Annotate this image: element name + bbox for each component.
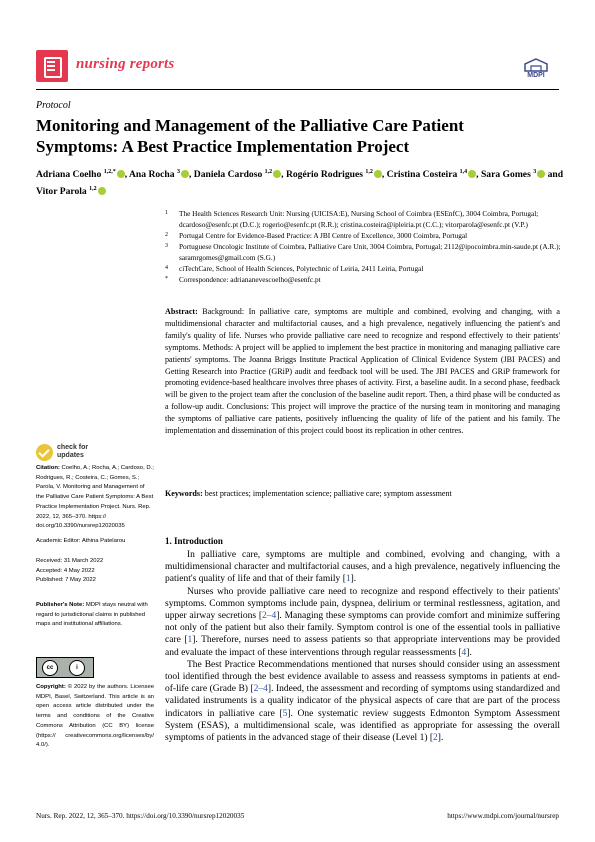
abstract-text: Background: In palliative care, symptoms are multiple and combined, evolving and changing, with a multidimensional character and multifactorial causes, and a high prevalence, negatively influencing the patient's and family's quality of life. Nurses who provide palliative care need to recognize and respond effectively to their patients' symptoms. Methods: A project will be applied to implement the best practice in monitoring and managing palliative care patients' symptoms. The Joanna Briggs Institute Practical Application of Clinical Evidence System (JBI PACES) and Getting Research into Practice (GRiP) audit and feedback tool will be used. The JBI PACES and GRiP framework for promoting evidence-based healthcare involves three phases of activity. First, a baseline audit. In a second phase, feedback will be given to the project team after the conclusion of the baseline audit report. Then, a third phase will be conducted as a follow-up audit. Conclusions: This project will improve the practice of the nursing team in monitoring and managing the symptoms of palliative care patients, positively influencing the quality of life of the patient and his family. The implementation and dissemination of this project could boost its replication in other centres. bbox=[165, 307, 560, 436]
author-affiliation-sup: 1,4 bbox=[459, 169, 468, 175]
footer-citation[interactable]: Nurs. Rep. 2022, 12, 365–370. https://doi.org/10.3390/nursrep12020035 bbox=[36, 812, 245, 820]
reference-link[interactable]: 1 bbox=[187, 635, 193, 646]
citation-text: Coelho, A.; Rocha, A.; Cardoso, D.; Rodrigues, R.; Costeira, C.; Gomes, S.; Parola, V. Monitoring and Management of the Palliative Care Patient Symptoms: A Best Practice Implementation Project. Nurs. Rep. 2022, 12, 365–370. https:// doi.org/10.3390/nursrep12020035 bbox=[36, 465, 154, 530]
introduction-body bbox=[165, 549, 560, 744]
publisher-note-label: Publisher's Note: bbox=[36, 602, 85, 608]
keywords-text: best practices; implementation science; palliative care; symptom assessment bbox=[204, 489, 452, 498]
author bbox=[387, 169, 477, 180]
orcid-icon[interactable] bbox=[374, 170, 382, 178]
reference-link[interactable]: 2–4 bbox=[253, 684, 268, 695]
affiliation-text: Portuguese Oncologic Institute of Coimbra, Palliative Care Unit, 3004 Coimbra, Portugal; 2112@ipocoimbra.min-saude.pt (A.R.); saramrgomes@gmail.com (S.G.) bbox=[179, 242, 561, 262]
copyright-label: Copyright: bbox=[36, 684, 66, 690]
academic-editor: Academic Editor: Athina Patelarou bbox=[36, 538, 126, 544]
author bbox=[129, 169, 189, 180]
paragraph: In palliative care, symptoms are multiple and combined, evolving and changing, with a multidimensional character and multifactorial causes, and a high prevalence, negatively influencing the patient's quality of life and that of their family [1]. bbox=[165, 550, 560, 585]
affiliation-text: Correspondence: adriananevescoelho@esenfc.pt bbox=[179, 275, 321, 284]
author-name: Sara Gomes bbox=[480, 169, 534, 181]
journal-logo-icon bbox=[36, 50, 68, 82]
section-heading-introduction: 1. Introduction bbox=[165, 536, 223, 546]
orcid-icon[interactable] bbox=[537, 170, 545, 178]
author bbox=[286, 169, 382, 180]
author-affiliation-sup: 3 bbox=[176, 169, 180, 175]
author-name: Ana Rocha bbox=[128, 169, 177, 181]
affiliations bbox=[165, 208, 565, 285]
article-type: Protocol bbox=[36, 100, 71, 111]
header-rule bbox=[36, 89, 559, 90]
author-name: Adriana Coelho bbox=[36, 169, 104, 181]
article-title: Monitoring and Management of the Palliative Care Patient Symptoms: A Best Practice Implementation Project bbox=[36, 116, 464, 156]
affiliation-text: ciTechCare, School of Health Sciences, Polytechnic of Leiria, 2411 Leiria, Portugal bbox=[179, 264, 424, 273]
received-date: Received: 31 March 2022 bbox=[36, 558, 104, 564]
check-updates-line1: check for bbox=[57, 444, 89, 451]
affiliation-number: 1 bbox=[165, 210, 168, 216]
affiliation-number: 2 bbox=[165, 232, 168, 238]
citation-label: Citation: bbox=[36, 465, 60, 471]
paragraph: Nurses who provide palliative care need to recognize and respond effectively to their patients' symptoms. Common symptoms include pain, dyspnea, delirium or terminal restlessness, agitation, and upper airway secretions [2–4]. Managing these symptoms can provide comfort and minimize suffering not only of the patient but also their family. Symptom control is one of the essential tools in palliative care [1]. Therefore, nurses need to assess patients so that appropriate interventions may be provided and evaluate the impact of these interventions through regular reassessments [4]. bbox=[165, 586, 560, 658]
author-name: Daniela Cardoso bbox=[193, 169, 265, 181]
affiliation-text: The Health Sciences Research Unit: Nursing (UICISA:E), Nursing School of Coimbra (ESEnfC), 3004 Coimbra, Portugal; dcardoso@esenfc.pt (D.C.); rogerio@esenfc.pt (R.R.); cristina.costeira@ipleiria.pt (C.C.); vitorparola@esenfc.pt (V.P.) bbox=[179, 209, 539, 229]
orcid-icon[interactable] bbox=[98, 187, 106, 195]
author bbox=[194, 169, 281, 180]
copyright-text: © 2022 by the authors. Licensee MDPI, Basel, Switzerland. This article is an open access article distributed under the terms and conditions of the Creative Commons Attribution (CC BY) license (https:// creativecommons.org/licenses/by/ 4.0/). bbox=[36, 684, 154, 749]
footer-journal-link[interactable]: https://www.mdpi.com/journal/nursrep bbox=[447, 812, 559, 820]
author bbox=[36, 186, 106, 197]
cc-license-badge[interactable] bbox=[36, 657, 94, 678]
author-name: Vitor Parola bbox=[36, 186, 90, 198]
accepted-date: Accepted: 4 May 2022 bbox=[36, 567, 95, 574]
author-affiliation-sup: 1,2 bbox=[365, 169, 373, 175]
article-dates bbox=[36, 557, 154, 586]
reference-link[interactable]: 1 bbox=[345, 574, 351, 585]
author-affiliation-sup: 3 bbox=[533, 169, 537, 175]
affiliation-row bbox=[165, 274, 565, 285]
author-affiliation-sup: 1,2,* bbox=[103, 169, 116, 175]
publisher-note bbox=[36, 601, 154, 630]
affiliation-row bbox=[165, 208, 565, 230]
mdpi-logo-icon bbox=[517, 58, 555, 72]
author-name: Cristina Costeira bbox=[386, 169, 460, 181]
affiliation-row bbox=[165, 241, 565, 263]
keywords-label: Keywords: bbox=[165, 489, 203, 498]
affiliation-number: * bbox=[165, 276, 168, 282]
affiliation-number: 3 bbox=[165, 243, 168, 249]
reference-link[interactable]: 5 bbox=[282, 708, 288, 719]
author-affiliation-sup: 1,2 bbox=[264, 169, 273, 175]
author-affiliation-sup: 1,2 bbox=[89, 186, 97, 193]
affiliation-row bbox=[165, 263, 565, 274]
abstract bbox=[165, 306, 560, 437]
journal-name[interactable]: nursing reports bbox=[76, 56, 175, 72]
author bbox=[36, 169, 125, 180]
reference-link[interactable]: 2–4 bbox=[262, 611, 277, 622]
orcid-icon[interactable] bbox=[181, 170, 189, 178]
published-date: Published: 7 May 2022 bbox=[36, 577, 96, 584]
orcid-icon[interactable] bbox=[468, 170, 476, 178]
publisher-note-text: MDPI stays neutral with regard to jurisdictional claims in published maps and institutional affiliations. bbox=[36, 602, 148, 628]
author bbox=[481, 169, 545, 180]
citation-block bbox=[36, 464, 154, 532]
orcid-icon[interactable] bbox=[273, 170, 281, 178]
mdpi-logo-text: MDPI bbox=[527, 72, 545, 79]
reference-link[interactable]: 4 bbox=[461, 647, 467, 658]
check-updates-icon bbox=[36, 444, 53, 461]
author-name: Rogério Rodrigues bbox=[285, 169, 366, 181]
attribution-icon: i bbox=[69, 660, 85, 676]
reference-link[interactable]: 2 bbox=[433, 733, 438, 744]
cc-icon: cc bbox=[42, 660, 58, 676]
abstract-label: Abstract: bbox=[165, 307, 198, 316]
orcid-icon[interactable] bbox=[117, 170, 125, 178]
copyright-block bbox=[36, 683, 154, 751]
affiliation-text: Portugal Centre for Evidence-Based Practice: A JBI Centre of Excellence, 3000 Coimbra, Portugal bbox=[179, 231, 468, 240]
author-list: Adriana Coelho $^{1,2,*}$ , Ana Rocha $^3$ , Daniela Cardoso $^{1,2}$ , Rogério Rodrigues $^{1,2}$ , Cristina Costeira $^{1,4}$ , Sara Gomes $^3$ and Vitor Parola $^{1,2}$ bbox=[36, 169, 564, 198]
mdpi-logo[interactable] bbox=[517, 58, 555, 78]
check-updates-line2: updates bbox=[57, 452, 84, 459]
affiliation-number: 4 bbox=[165, 265, 168, 271]
keywords bbox=[165, 488, 560, 500]
paragraph: The Best Practice Recommendations mentioned that nurses should consider using an assessment tool identified through the best evidence available to assess and reassess symptoms in patients at end-of-life care (Grade B) [2–4]. Indeed, the assessment and recording of symptoms using standardized and validated instruments is a quality indicator of the physical aspects of care that are part of the process indicators in palliative care [5]. One systematic review suggests Edmonton Symptom Assessment System (ESAS), a multidimensional scale, was identified as appropriate for assessing the overall symptoms of patients in the advanced stage of their disease (Level 1) [2]. bbox=[165, 659, 560, 744]
affiliation-row bbox=[165, 230, 565, 241]
